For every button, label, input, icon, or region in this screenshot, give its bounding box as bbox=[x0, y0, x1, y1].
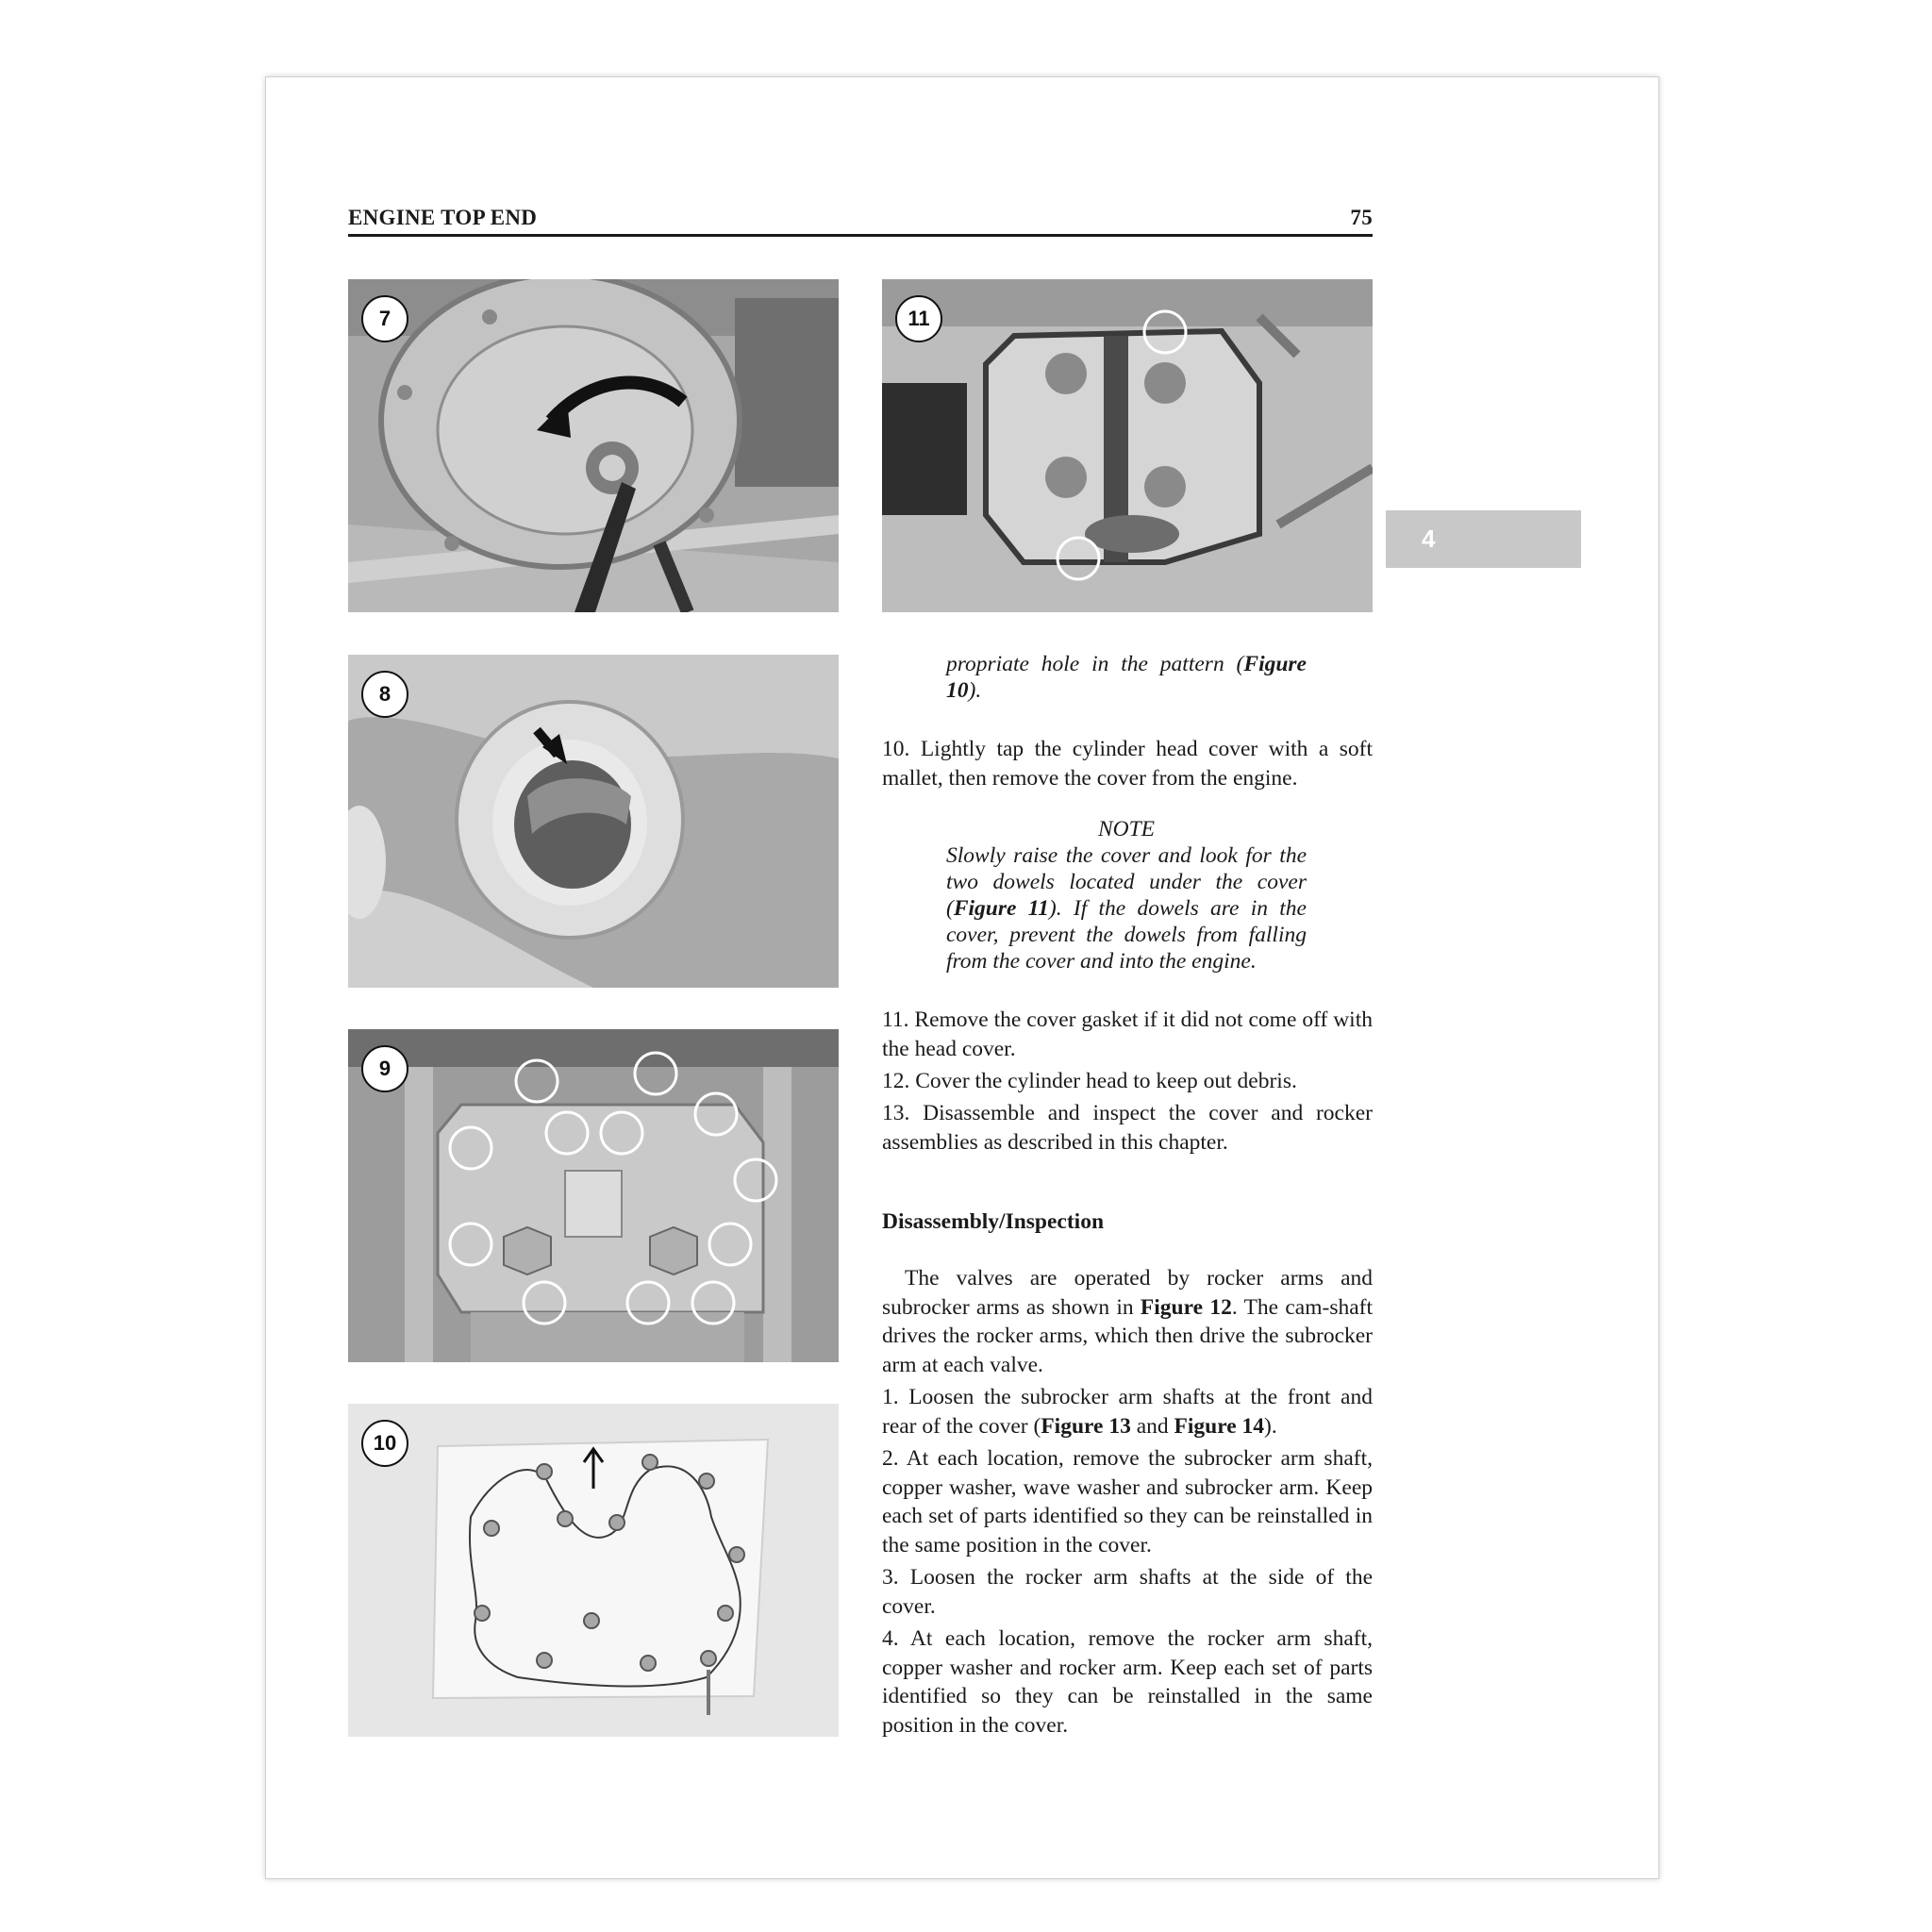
figure-11-image bbox=[882, 279, 1373, 612]
intro-paragraph bbox=[882, 1264, 1373, 1379]
note-text-b: ). If the dowels are in the cover, prevent the dowels from falling from the cover and into the engine. bbox=[946, 896, 1307, 974]
continued-text-end: ). bbox=[968, 678, 982, 703]
chapter-tab-label: 4 bbox=[1422, 525, 1436, 553]
figure-10-reference: Figure 10 bbox=[946, 652, 1307, 703]
inspection-step-4: 4. At each location, remove the rocker arm shaft, copper washer and rocker arm. Keep each set of parts identified so they can be reinstalled in the same position in the cover. bbox=[882, 1626, 1373, 1738]
figure-11-number: 11 bbox=[895, 295, 942, 342]
inspection-step-3: 3. Loosen the rocker arm shafts at the side of the cover. bbox=[882, 1565, 1373, 1619]
inspection-step-2: 2. At each location, remove the subrocker arm shaft, copper washer, wave washer and subrocker arm. Keep each set of parts identified so they can be reinstalled in the same position in the cover. bbox=[882, 1446, 1373, 1557]
figure-10-number: 10 bbox=[361, 1420, 408, 1467]
step-10: 10. Lightly tap the cylinder head cover with a soft mallet, then remove the cover from the engine. bbox=[882, 737, 1373, 791]
figure-7-photo bbox=[348, 279, 839, 612]
running-header bbox=[348, 204, 1373, 237]
figure-11-photo bbox=[882, 279, 1373, 612]
note-text bbox=[946, 842, 1307, 974]
note-heading: NOTE bbox=[1097, 817, 1156, 841]
figure-12-reference: Figure 12 bbox=[1140, 1294, 1232, 1320]
page-number: 75 bbox=[1350, 206, 1373, 229]
figure-8-photo bbox=[348, 655, 839, 988]
step-1-text: 1. Loosen the subrocker arm shafts at the front and rear of the cover ( bbox=[882, 1385, 1373, 1439]
inspection-step-1 bbox=[882, 1383, 1373, 1441]
figure-9-image bbox=[348, 1029, 839, 1362]
figure-7-number: 7 bbox=[361, 295, 408, 342]
intro-text-a: The valves are operated by rocker arms and subrocker arms as shown in bbox=[882, 1266, 1373, 1320]
step-12: 12. Cover the cylinder head to keep out debris. bbox=[882, 1069, 1297, 1093]
continued-text-body: propriate hole in the pattern ( bbox=[946, 652, 1244, 676]
figure-11-reference: Figure 11 bbox=[953, 896, 1049, 921]
continued-text bbox=[946, 651, 1307, 704]
step-13: 13. Disassemble and inspect the cover and rocker assemblies as described in this chapter. bbox=[882, 1101, 1373, 1155]
figure-9-photo bbox=[348, 1029, 839, 1362]
figure-10-image bbox=[348, 1404, 839, 1737]
figure-14-reference: Figure 14 bbox=[1174, 1413, 1265, 1439]
figure-13-reference: Figure 13 bbox=[1041, 1413, 1131, 1439]
chapter-title: ENGINE TOP END bbox=[348, 206, 538, 229]
step-11: 11. Remove the cover gasket if it did not come off with the head cover. bbox=[882, 1008, 1373, 1061]
step-1-and: and bbox=[1130, 1413, 1174, 1439]
figure-8-number: 8 bbox=[361, 671, 408, 718]
section-heading: Disassembly/Inspection bbox=[882, 1209, 1105, 1234]
figure-8-image bbox=[348, 655, 839, 988]
note-text-a: Slowly raise the cover and look for the two dowels located under the cover ( bbox=[946, 843, 1307, 921]
figure-10-photo bbox=[348, 1404, 839, 1737]
intro-text-b: . The cam-shaft drives the rocker arms, which then drive the subrocker arm at each valve. bbox=[882, 1294, 1374, 1377]
step-1-end: ). bbox=[1264, 1413, 1277, 1439]
figure-9-number: 9 bbox=[361, 1045, 408, 1092]
chapter-tab bbox=[1386, 510, 1581, 568]
figure-7-image bbox=[348, 279, 839, 612]
